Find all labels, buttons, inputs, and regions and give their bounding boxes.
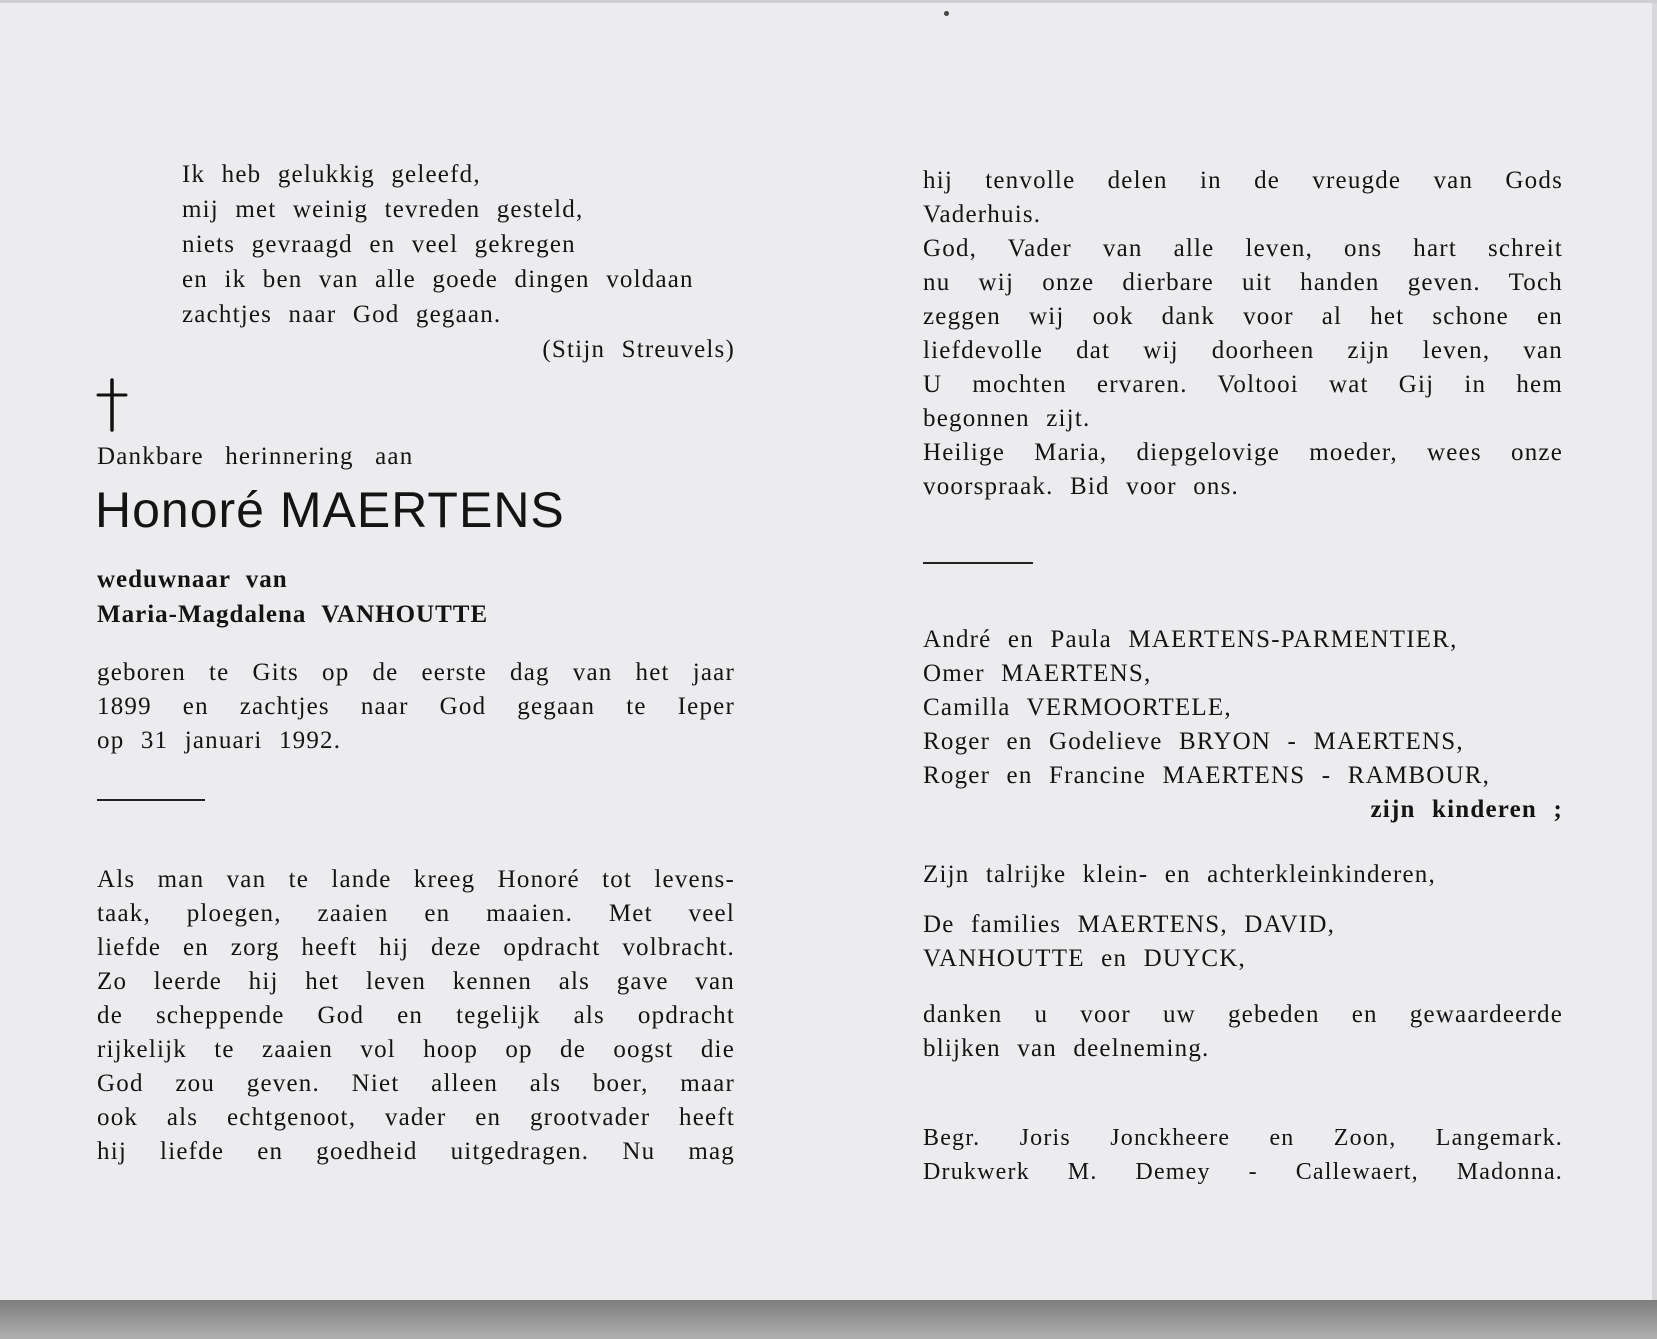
story-line: de scheppende God en tegelijk als opdracht — [97, 1002, 735, 1029]
child-entry: Camilla VERMOORTELE, — [923, 694, 1232, 721]
spouse-name: Maria-Magdalena VANHOUTTE — [97, 601, 489, 628]
poem-line: en ik ben van alle goede dingen voldaan — [182, 266, 694, 293]
prayer-line: liefdevolle dat wij doorheen zijn leven, van — [923, 337, 1563, 364]
divider-right — [923, 562, 1033, 564]
families-line: VANHOUTTE en DUYCK, — [923, 945, 1246, 972]
child-entry: Roger en Godelieve BRYON - MAERTENS, — [923, 728, 1464, 755]
prayer-line: hij tenvolle delen in de vreugde van Gods — [923, 167, 1563, 194]
story-paragraph — [97, 863, 735, 1169]
poem-line: Ik heb gelukkig geleefd, — [182, 161, 481, 188]
prayer-line: nu wij onze dierbare uit handen geven. Toch — [923, 269, 1563, 296]
latin-cross-icon — [94, 378, 130, 432]
child-entry: Roger en Francine MAERTENS - RAMBOUR, — [923, 762, 1491, 789]
thanks-line: danken u voor uw gebeden en gewaardeerde — [923, 1001, 1563, 1028]
prayer-line: Vaderhuis. — [923, 201, 1042, 228]
child-entry: Omer MAERTENS, — [923, 660, 1152, 687]
divider-left — [97, 799, 205, 801]
prayer-line: zeggen wij ook dank voor al het schone en — [923, 303, 1563, 330]
deceased-name: Honoré MAERTENS — [95, 482, 565, 538]
birth-line: 1899 en zachtjes naar God gegaan te Ieper — [97, 693, 735, 720]
poem-line: zachtjes naar God gegaan. — [182, 301, 502, 328]
prayer-line: begonnen zijt. — [923, 405, 1091, 432]
families-list — [923, 908, 1563, 976]
birth-line: op 31 januari 1992. — [97, 727, 342, 754]
widow-label: weduwnaar van — [97, 566, 288, 593]
children-label: zijn kinderen ; — [1370, 796, 1563, 823]
printer-line: Begr. Joris Jonckheere en Zoon, Langemark. — [923, 1125, 1563, 1151]
card-edge — [1652, 3, 1657, 1303]
story-line: liefde en zorg heeft hij deze opdracht volbracht. — [97, 934, 735, 961]
prayer-line: U mochten ervaren. Voltooi wat Gij in hem — [923, 371, 1563, 398]
story-line: God zou geven. Niet alleen als boer, maar — [97, 1070, 735, 1097]
poem — [182, 157, 735, 367]
thanks-line: blijken van deelneming. — [923, 1035, 1210, 1062]
printer-line: Drukwerk M. Demey - Callewaert, Madonna. — [923, 1159, 1563, 1185]
prayer-line: God, Vader van alle leven, ons hart schreit — [923, 235, 1563, 262]
printer-credits — [923, 1125, 1563, 1193]
birth-line: geboren te Gits op de eerste dag van het jaar — [97, 659, 735, 686]
prayer-paragraph — [923, 164, 1563, 504]
story-line: rijkelijk te zaaien vol hoop op de oogst die — [97, 1036, 735, 1063]
story-line: Zo leerde hij het leven kennen als gave van — [97, 968, 735, 995]
scan-background — [0, 1300, 1657, 1339]
print-speck — [944, 11, 949, 16]
prayer-line: Heilige Maria, diepgelovige moeder, wees onze — [923, 439, 1563, 466]
descendants-line: Zijn talrijke klein- en achterkleinkinderen, — [923, 861, 1436, 888]
story-line: ook als echtgenoot, vader en grootvader heeft — [97, 1104, 735, 1131]
thanks-paragraph — [923, 998, 1563, 1066]
birth-paragraph — [97, 656, 735, 758]
poem-attribution: (Stijn Streuvels) — [542, 336, 735, 363]
story-line: hij liefde en goedheid uitgedragen. Nu mag — [97, 1138, 735, 1165]
child-entry: André en Paula MAERTENS-PARMENTIER, — [923, 626, 1458, 653]
families-line: De families MAERTENS, DAVID, — [923, 911, 1336, 938]
intro-text: Dankbare herinnering aan — [97, 443, 414, 470]
children-list — [923, 623, 1563, 827]
poem-line: mij met weinig tevreden gesteld, — [182, 196, 584, 223]
story-line: Als man van te lande kreeg Honoré tot levens- — [97, 866, 735, 893]
poem-line: niets gevraagd en veel gekregen — [182, 231, 576, 258]
story-line: taak, ploegen, zaaien en maaien. Met veel — [97, 900, 735, 927]
prayer-line: voorspraak. Bid voor ons. — [923, 473, 1239, 500]
